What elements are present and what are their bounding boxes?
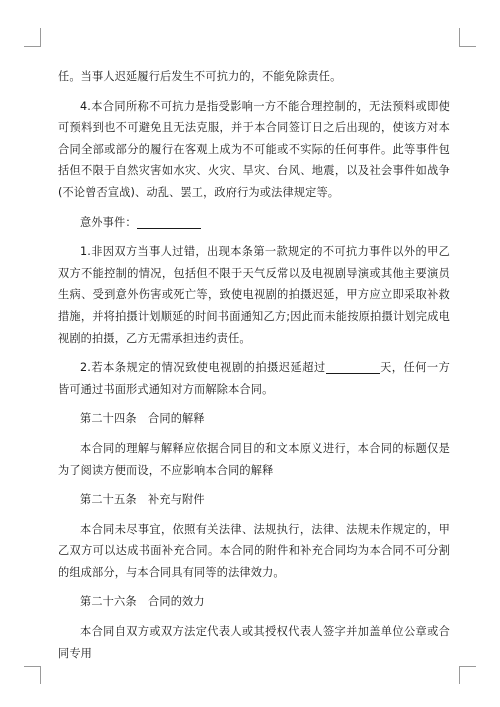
crop-mark-bottom-right-h bbox=[459, 666, 476, 667]
crop-mark-top-right bbox=[459, 28, 460, 46]
heading-article-24: 第二十四条 合同的解释 bbox=[80, 412, 205, 426]
accident-events-label: 意外事件： bbox=[80, 215, 137, 229]
clause-2-before: 2.若本条规定的情况致使电视剧的拍摄迟延超过 bbox=[80, 361, 326, 375]
paragraph-article-25: 本合同未尽事宜，依照有关法律、法规执行，法律、法规未作规定的，甲乙双方可以达成书面补充合同。本合同的附件和补充合同均为本合同不可分割的组成部分，与本合同具有同等的法律效力。 bbox=[58, 522, 450, 579]
heading-article-26: 第二十六条 合同的效力 bbox=[80, 595, 205, 609]
paragraph-accident-clause-1: 1.非因双方当事人过错，出现本条第一款规定的不可抗力事件以外的甲乙双方不能控制的情况，包括但不限于天气反常以及电视剧导演或其他主要演员生病、受到意外伤害或死亡等，致使电视剧的拍摄迟延，甲方应立即采取补救措施，并将拍摄计划顺延的时间书面通知乙方;因此而未能按原拍摄计划完成电视剧的拍摄，乙方无需承担违约责任。 bbox=[58, 245, 450, 345]
document-body bbox=[58, 66, 450, 664]
paragraph-article-26: 本合同自双方或双方法定代表人或其授权代表人签字并加盖单位公章或合同专用 bbox=[58, 625, 450, 660]
crop-mark-top-left-h bbox=[24, 46, 41, 47]
crop-mark-bottom-left-h bbox=[24, 666, 41, 667]
blank-line bbox=[137, 214, 201, 229]
crop-mark-top-left bbox=[40, 28, 41, 46]
heading-article-25: 第二十五条 补充与附件 bbox=[80, 493, 205, 507]
clause-2-after: 天，任何一方皆可通过书面形式通知对方而解除本合同。 bbox=[58, 361, 450, 396]
crop-mark-bottom-left bbox=[40, 666, 41, 684]
paragraph-force-majeure-definition: 4.本合同所称不可抗力是指受影响一方不能合理控制的，无法预料或即使可预料到也不可避免且无法克服，并于本合同签订日之后出现的，使该方对本合同全部或部分的履行在客观上成为不可能或不实际的任何事件。此等事件包括但不限于自然灾害如水灾、火灾、旱灾、台风、地震，以及社会事件如战争(不论曾否宣战)、动乱、罢工，政府行为或法律规定等。 bbox=[58, 99, 450, 199]
blank-days bbox=[326, 359, 380, 374]
paragraph-accident-events bbox=[58, 212, 450, 234]
crop-mark-bottom-right bbox=[459, 666, 460, 684]
paragraph-article-24: 本合同的理解与解释应依据合同目的和文本原义进行，本合同的标题仅是为了阅读方便而设，不应影响本合同的解释 bbox=[58, 441, 450, 477]
paragraph-force-majeure-tail: 任。当事人迟延履行后发生不可抗力的，不能免除责任。 bbox=[58, 70, 342, 83]
crop-mark-top-right-h bbox=[459, 46, 476, 47]
paragraph-accident-clause-2 bbox=[58, 357, 450, 400]
